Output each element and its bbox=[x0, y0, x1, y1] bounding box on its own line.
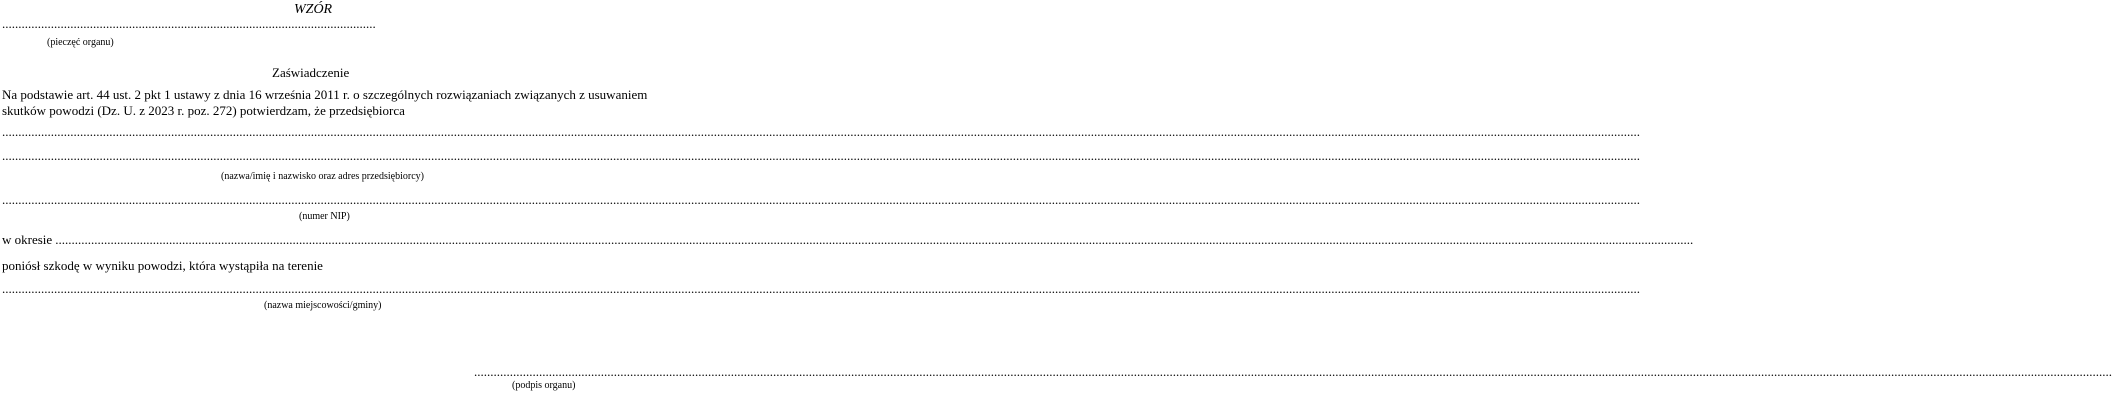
nip-field-line: ........................................................................................................................................................................................................................................................................................................................................................................................................................................................................................................................ bbox=[2, 192, 1640, 207]
document-title: Zaświadczenie bbox=[272, 65, 350, 80]
form-template-label: WZÓR bbox=[294, 2, 333, 17]
period-row bbox=[2, 232, 1694, 248]
place-caption: (nazwa miejscowości/gminy) bbox=[264, 300, 382, 311]
signature-caption: (podpis organu) bbox=[512, 380, 576, 391]
period-field-line: ........................................................................................................................................................................................................................................................................................................................................................................................................................................................................................................................ bbox=[55, 232, 1694, 247]
entrepreneur-field-line-2: ........................................................................................................................................................................................................................................................................................................................................................................................................................................................................................................................ bbox=[2, 148, 1640, 163]
intro-paragraph-line-2: skutków powodzi (Dz. U. z 2023 r. poz. 272) potwierdzam, że przedsiębiorca bbox=[2, 103, 405, 118]
period-label: w okresie bbox=[2, 232, 53, 247]
damage-statement: poniósł szkodę w wyniku powodzi, która wystąpiła na terenie bbox=[2, 258, 323, 273]
signature-dotted-line: ........................................................................................................................................................................................................................................................................................................................................................................................................................................................................................................................ bbox=[474, 364, 2112, 379]
seal-dotted-line: ................................................................................................................... bbox=[2, 16, 376, 31]
entrepreneur-caption: (nazwa/imię i nazwisko oraz adres przedsiębiorcy) bbox=[221, 171, 424, 182]
entrepreneur-field-line-1: ........................................................................................................................................................................................................................................................................................................................................................................................................................................................................................................................ bbox=[2, 124, 1640, 139]
seal-caption: (pieczęć organu) bbox=[47, 37, 114, 48]
intro-paragraph-line-1: Na podstawie art. 44 ust. 2 pkt 1 ustawy z dnia 16 września 2011 r. o szczególnych rozwiązaniach związanych z usuwaniem bbox=[2, 87, 648, 102]
nip-caption: (numer NIP) bbox=[299, 211, 350, 222]
place-field-line: ........................................................................................................................................................................................................................................................................................................................................................................................................................................................................................................................ bbox=[2, 281, 1640, 296]
